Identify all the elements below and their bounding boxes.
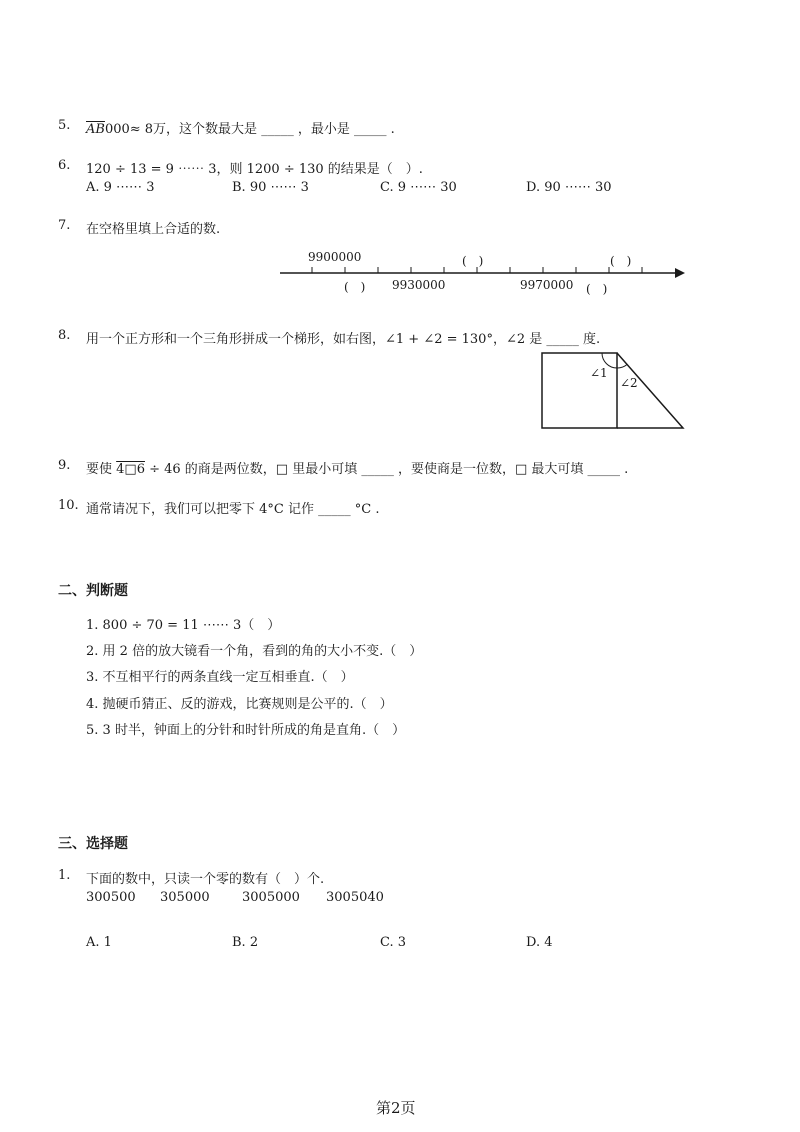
s3-q1-number-1: 300500 xyxy=(86,890,136,905)
q6-stem: 120 ÷ 13 = 9 ⋯⋯ 3，则 1200 ÷ 130 的结果是（ ）. xyxy=(86,162,423,177)
q5-number: 5. xyxy=(58,118,71,133)
q7-stem: 在空格里填上合适的数. xyxy=(86,222,221,237)
angle-2-label: ∠2 xyxy=(620,376,638,390)
q5-text xyxy=(86,118,395,137)
q6-option-b: B. 90 ⋯⋯ 3 xyxy=(232,180,309,195)
q6-option-a: A. 9 ⋯⋯ 3 xyxy=(86,180,155,195)
q9-text xyxy=(86,458,628,477)
q5-overline-digits: $\overline{AB}$ xyxy=(86,122,105,137)
s3-q1-stem: 下面的数中，只读一个零的数有（ ）个. xyxy=(86,872,325,887)
q6-option-d: D. 90 ⋯⋯ 30 xyxy=(526,180,612,195)
q8-number: 8. xyxy=(58,328,71,343)
s3-q1-number-2: 305000 xyxy=(160,890,210,905)
s3-q1-number-4: 3005040 xyxy=(326,890,384,905)
nl-blank-top-1: ( ) xyxy=(462,254,484,268)
q5-stem: 000≈ 8万，这个数最大是 _____ ，最小是 _____ . xyxy=(104,122,395,137)
nl-label-9900000: 9900000 xyxy=(308,250,362,264)
judge-item-2: 2. 用 2 倍的放大镜看一个角，看到的角的大小不变.（ ） xyxy=(86,644,423,659)
s3-q1-option-b: B. 2 xyxy=(232,935,259,950)
q10-stem: 通常请况下，我们可以把零下 4°C 记作 _____ °C . xyxy=(86,502,380,517)
q6-number: 6. xyxy=(58,158,71,173)
nl-label-9930000: 9930000 xyxy=(392,278,446,292)
trapezoid-figure xyxy=(535,345,695,435)
q8-stem: 用一个正方形和一个三角形拼成一个梯形，如右图，∠1 + ∠2 = 130°，∠2 是 _____ 度. xyxy=(86,332,601,347)
q9-number: 9. xyxy=(58,458,71,473)
s3-q1-option-d: D. 4 xyxy=(526,935,553,950)
judge-item-1: 1. 800 ÷ 70 = 11 ⋯⋯ 3（ ） xyxy=(86,618,281,633)
nl-label-9970000: 9970000 xyxy=(520,278,574,292)
q9-overline-dividend: 4□6 xyxy=(116,462,145,477)
q6-option-c: C. 9 ⋯⋯ 30 xyxy=(380,180,457,195)
nl-blank-bottom-1: ( ) xyxy=(344,280,366,294)
number-line xyxy=(270,245,700,305)
q7-number: 7. xyxy=(58,218,71,233)
judge-item-4: 4. 抛硬币猜正、反的游戏，比赛规则是公平的.（ ） xyxy=(86,697,393,712)
section-3-title: 三、选择题 xyxy=(58,836,128,852)
q10-number: 10. xyxy=(58,498,79,513)
judge-item-3: 3. 不互相平行的两条直线一定互相垂直.（ ） xyxy=(86,670,354,685)
q9-prefix: 要使 xyxy=(86,462,117,477)
s3-q1-option-c: C. 3 xyxy=(380,935,407,950)
nl-blank-top-2: ( ) xyxy=(610,254,632,268)
s3-q1-number: 1. xyxy=(58,868,71,883)
s3-q1-option-a: A. 1 xyxy=(86,935,112,950)
nl-blank-bottom-2: ( ) xyxy=(586,282,608,296)
section-2-title: 二、判断题 xyxy=(58,583,128,599)
s3-q1-number-3: 3005000 xyxy=(242,890,300,905)
judge-item-5: 5. 3 时半，钟面上的分针和时针所成的角是直角.（ ） xyxy=(86,723,406,738)
q9-stem: ÷ 46 的商是两位数，□ 里最小可填 _____ ，要使商是一位数，□ 最大可填 _____ . xyxy=(144,462,629,477)
angle-1-label: ∠1 xyxy=(590,366,608,380)
page-number: 第2页 xyxy=(376,1099,416,1117)
